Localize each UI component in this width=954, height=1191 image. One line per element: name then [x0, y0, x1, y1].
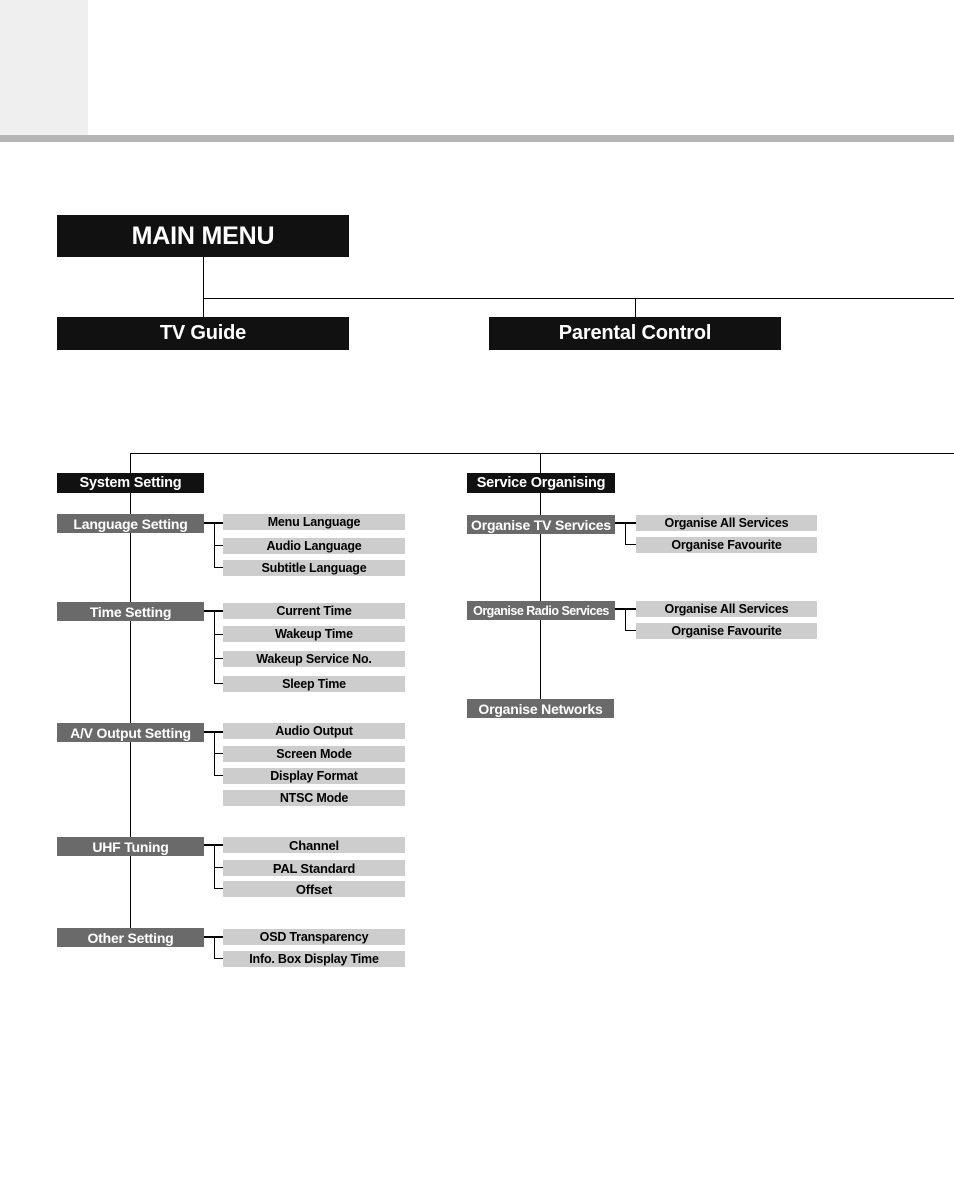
connector-line: [635, 298, 636, 317]
av-output-setting-box: A/V Output Setting: [57, 723, 204, 742]
connector-line: [214, 936, 215, 959]
wakeup-time-item: Wakeup Time: [223, 626, 405, 642]
connector-line: [214, 775, 223, 776]
organise-networks-box: Organise Networks: [467, 699, 614, 718]
connector-line: [625, 522, 626, 545]
main-menu-box: MAIN MENU: [57, 215, 349, 257]
connector-line: [214, 753, 223, 754]
organise-radio-services-box: Organise Radio Services: [467, 601, 615, 620]
screen-mode-item: Screen Mode: [223, 746, 405, 762]
ntsc-mode-item: NTSC Mode: [223, 790, 405, 806]
channel-item: Channel: [223, 837, 405, 853]
header-rule: [0, 135, 954, 142]
system-setting-box: System Setting: [57, 473, 204, 493]
connector-line: [214, 567, 223, 568]
service-organising-box: Service Organising: [467, 473, 615, 493]
connector-line: [214, 545, 223, 546]
parental-control-box: Parental Control: [489, 317, 781, 350]
menu-language-item: Menu Language: [223, 514, 405, 530]
page-corner-tab: [0, 0, 88, 135]
organise-tv-services-box: Organise TV Services: [467, 515, 615, 534]
connector-line: [214, 634, 223, 635]
connector-line: [214, 867, 223, 868]
info-box-display-time-item: Info. Box Display Time: [223, 951, 405, 967]
other-setting-box: Other Setting: [57, 928, 204, 947]
osd-transparency-item: OSD Transparency: [223, 929, 405, 945]
organise-all-radio-services-item: Organise All Services: [636, 601, 817, 617]
wakeup-service-no-item: Wakeup Service No.: [223, 651, 405, 667]
connector-line: [214, 958, 223, 959]
language-setting-box: Language Setting: [57, 514, 204, 533]
uhf-tuning-box: UHF Tuning: [57, 837, 204, 856]
connector-line: [214, 683, 223, 684]
organise-radio-favourite-item: Organise Favourite: [636, 623, 817, 639]
audio-output-item: Audio Output: [223, 723, 405, 739]
current-time-item: Current Time: [223, 603, 405, 619]
sleep-time-item: Sleep Time: [223, 676, 405, 692]
display-format-item: Display Format: [223, 768, 405, 784]
connector-line: [203, 257, 204, 317]
connector-line: [625, 544, 636, 545]
connector-line: [203, 298, 954, 299]
connector-line: [130, 453, 954, 454]
connector-line: [214, 610, 215, 684]
organise-tv-favourite-item: Organise Favourite: [636, 537, 817, 553]
connector-line: [625, 608, 626, 631]
subtitle-language-item: Subtitle Language: [223, 560, 405, 576]
tv-guide-box: TV Guide: [57, 317, 349, 350]
connector-line: [214, 658, 223, 659]
pal-standard-item: PAL Standard: [223, 860, 405, 876]
connector-line: [625, 630, 636, 631]
offset-item: Offset: [223, 881, 405, 897]
time-setting-box: Time Setting: [57, 602, 204, 621]
organise-all-tv-services-item: Organise All Services: [636, 515, 817, 531]
connector-line: [214, 888, 223, 889]
audio-language-item: Audio Language: [223, 538, 405, 554]
